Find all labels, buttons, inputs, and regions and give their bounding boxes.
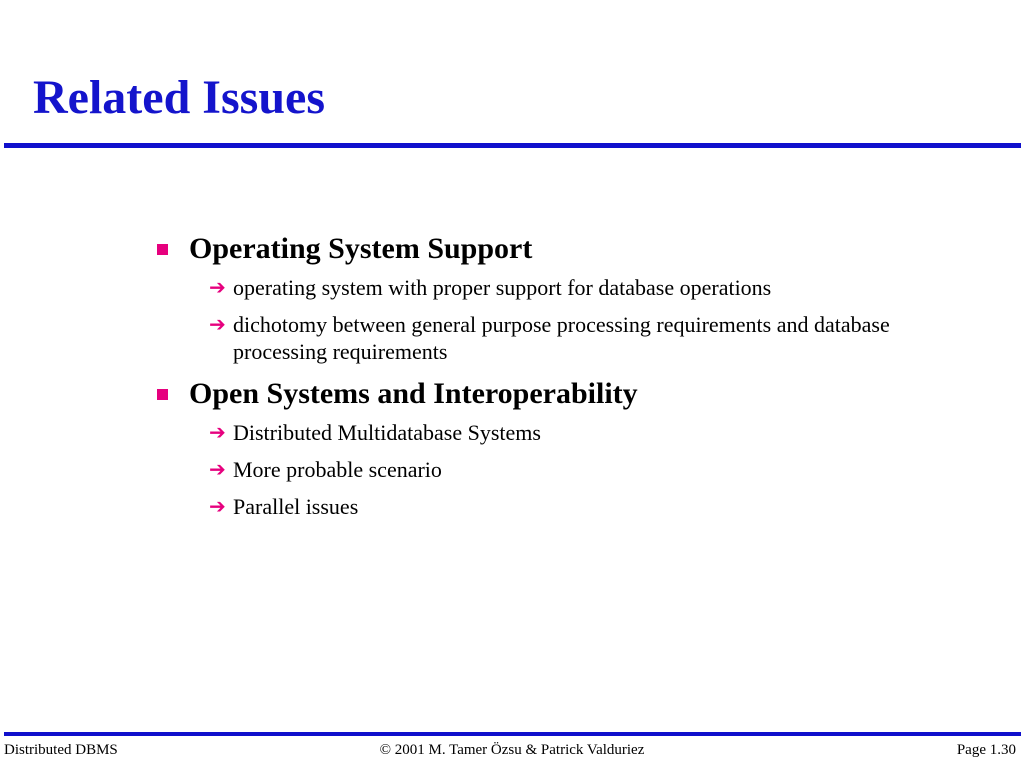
title-divider xyxy=(4,143,1021,148)
sub-item-text: dichotomy between general purpose processing requirements and database processing requirements xyxy=(233,312,890,364)
sub-item-text: Distributed Multidatabase Systems xyxy=(233,420,541,445)
sub-item xyxy=(157,274,897,301)
arrow-right-icon: ➔ xyxy=(209,494,226,518)
slide-title: Related Issues xyxy=(33,71,326,124)
bullet-text: Operating System Support xyxy=(189,232,533,265)
arrow-right-icon: ➔ xyxy=(209,457,226,481)
bullet-operating-system-support xyxy=(157,230,897,268)
square-bullet-icon xyxy=(157,389,168,400)
footer-course-name: Distributed DBMS xyxy=(4,742,118,758)
sub-list xyxy=(157,274,897,365)
sub-item xyxy=(157,493,897,520)
square-bullet-icon xyxy=(157,244,168,255)
footer-divider xyxy=(4,732,1021,736)
bullet-text: Open Systems and Interoperability xyxy=(189,377,638,410)
sub-item xyxy=(157,456,897,483)
footer-page-number: Page 1.30 xyxy=(956,742,1016,758)
arrow-right-icon: ➔ xyxy=(209,275,226,299)
footer-copyright: © 2001 M. Tamer Özsu & Patrick Valduriez xyxy=(379,742,645,758)
sub-item xyxy=(157,419,897,446)
bullet-open-systems xyxy=(157,375,897,413)
arrow-right-icon: ➔ xyxy=(209,312,226,336)
sub-item xyxy=(157,311,897,365)
slide-content xyxy=(157,230,897,530)
sub-list xyxy=(157,419,897,520)
sub-item-text: More probable scenario xyxy=(233,457,442,482)
arrow-right-icon: ➔ xyxy=(209,420,226,444)
sub-item-text: operating system with proper support for database operations xyxy=(233,275,772,300)
sub-item-text: Parallel issues xyxy=(233,494,359,519)
